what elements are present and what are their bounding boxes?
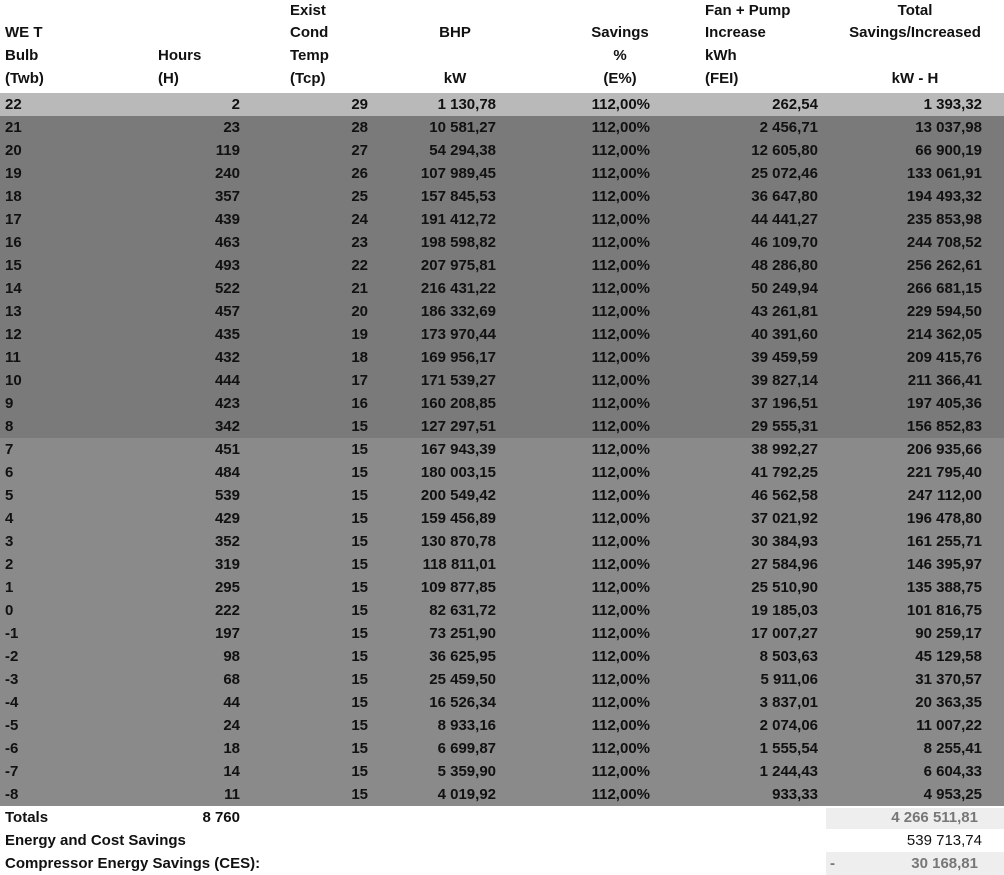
table-row xyxy=(0,116,1004,139)
cell-savings: 112,00% xyxy=(591,142,650,159)
cell-total: 1 393,32 xyxy=(923,96,982,113)
cell-temp: 15 xyxy=(351,418,368,435)
cell-total: 4 953,25 xyxy=(923,786,982,803)
cell-bhp: 4 019,92 xyxy=(437,786,496,803)
cell-temp: 21 xyxy=(351,280,368,297)
cell-temp: 15 xyxy=(351,717,368,734)
cell-hours: 463 xyxy=(214,234,240,251)
table-row xyxy=(0,415,1004,438)
cell-bhp: 198 598,82 xyxy=(420,234,496,251)
cell-hours: 68 xyxy=(223,671,240,688)
cell-temp: 15 xyxy=(351,441,368,458)
cell-savings: 112,00% xyxy=(591,395,650,412)
cell-bhp: 159 456,89 xyxy=(420,510,496,527)
cell-temp: 15 xyxy=(351,694,368,711)
cell-hours: 44 xyxy=(223,694,240,711)
cell-savings: 112,00% xyxy=(591,786,650,803)
table-row xyxy=(0,208,1004,231)
cell-hours: 457 xyxy=(214,303,240,320)
header-fei: (FEI) xyxy=(705,70,739,87)
cell-hours: 222 xyxy=(214,602,240,619)
table-row xyxy=(0,760,1004,783)
cell-temp: 19 xyxy=(351,326,368,343)
cell-total: 229 594,50 xyxy=(906,303,982,320)
cell-temp: 15 xyxy=(351,786,368,803)
header-hours: Hours xyxy=(158,47,202,64)
cell-total: 11 007,22 xyxy=(916,717,982,734)
cell-twb: -3 xyxy=(5,671,19,688)
cell-fei: 41 792,25 xyxy=(751,464,818,481)
header-cond: Cond xyxy=(290,24,329,41)
cell-bhp: 36 625,95 xyxy=(429,648,496,665)
cell-bhp: 160 208,85 xyxy=(420,395,496,412)
table-row xyxy=(0,576,1004,599)
cell-savings: 112,00% xyxy=(591,326,650,343)
header-increase: Increase xyxy=(705,24,766,41)
cell-savings: 112,00% xyxy=(591,119,650,136)
table-row xyxy=(0,277,1004,300)
header-h: (H) xyxy=(158,70,179,87)
ces-value: 30 168,81 xyxy=(911,855,978,872)
cell-hours: 24 xyxy=(223,717,240,734)
cell-twb: 5 xyxy=(5,487,14,504)
cell-savings: 112,00% xyxy=(591,372,650,389)
table-row xyxy=(0,507,1004,530)
cell-fei: 39 827,14 xyxy=(751,372,818,389)
table-row xyxy=(0,599,1004,622)
cell-hours: 423 xyxy=(214,395,240,412)
cell-total: 101 816,75 xyxy=(906,602,982,619)
totals-label: Totals xyxy=(5,809,49,826)
cell-twb: -4 xyxy=(5,694,19,711)
cell-temp: 24 xyxy=(351,211,368,228)
cell-total: 156 852,83 xyxy=(906,418,982,435)
cell-savings: 112,00% xyxy=(591,671,650,688)
cell-hours: 451 xyxy=(214,441,240,458)
cell-fei: 36 647,80 xyxy=(751,188,818,205)
cell-twb: 6 xyxy=(5,464,14,481)
cell-bhp: 207 975,81 xyxy=(420,257,496,274)
table-row xyxy=(0,93,1004,116)
header-kwh: kWh xyxy=(705,47,737,64)
cell-twb: 11 xyxy=(5,349,21,366)
table-row xyxy=(0,714,1004,737)
cell-savings: 112,00% xyxy=(591,349,650,366)
table-row xyxy=(0,438,1004,461)
cell-total: 206 935,66 xyxy=(906,441,982,458)
cell-twb: 20 xyxy=(5,142,22,159)
cell-twb: 18 xyxy=(5,188,22,205)
cell-temp: 15 xyxy=(351,671,368,688)
cell-twb: 10 xyxy=(5,372,22,389)
cell-savings: 112,00% xyxy=(591,533,650,550)
cell-bhp: 173 970,44 xyxy=(420,326,496,343)
cell-twb: 17 xyxy=(5,211,22,228)
cell-fei: 262,54 xyxy=(772,96,818,113)
cell-fei: 1 555,54 xyxy=(759,740,818,757)
header-e-percent: (E%) xyxy=(603,70,637,87)
header-wet: WE T xyxy=(5,24,43,41)
cell-temp: 23 xyxy=(351,234,368,251)
table-row xyxy=(0,231,1004,254)
cell-total: 161 255,71 xyxy=(906,533,982,550)
cell-bhp: 180 003,15 xyxy=(420,464,496,481)
cell-fei: 50 249,94 xyxy=(751,280,818,297)
cell-temp: 15 xyxy=(351,510,368,527)
cell-hours: 522 xyxy=(214,280,240,297)
header-kw-h: kW - H xyxy=(891,70,939,87)
header-exist: Exist xyxy=(290,2,326,19)
cell-savings: 112,00% xyxy=(591,625,650,642)
cell-fei: 25 510,90 xyxy=(751,579,818,596)
cell-temp: 15 xyxy=(351,763,368,780)
header-total: Total xyxy=(897,2,933,19)
table-row xyxy=(0,369,1004,392)
cell-temp: 27 xyxy=(351,142,368,159)
cell-hours: 2 xyxy=(231,96,240,113)
cell-bhp: 216 431,22 xyxy=(420,280,496,297)
table-row xyxy=(0,323,1004,346)
cell-total: 20 363,35 xyxy=(915,694,982,711)
cell-fei: 46 562,58 xyxy=(751,487,818,504)
cell-savings: 112,00% xyxy=(591,165,650,182)
cell-hours: 539 xyxy=(214,487,240,504)
cell-fei: 2 456,71 xyxy=(759,119,818,136)
cell-savings: 112,00% xyxy=(591,257,650,274)
cell-fei: 12 605,80 xyxy=(751,142,818,159)
cell-fei: 43 261,81 xyxy=(751,303,818,320)
table-row xyxy=(0,668,1004,691)
energy-cost-savings-value: 539 713,74 xyxy=(906,832,982,849)
cell-bhp: 54 294,38 xyxy=(429,142,496,159)
cell-bhp: 8 933,16 xyxy=(437,717,496,734)
table-row xyxy=(0,737,1004,760)
cell-temp: 15 xyxy=(351,740,368,757)
cell-hours: 444 xyxy=(214,372,240,389)
cell-temp: 15 xyxy=(351,487,368,504)
ces-dash: - xyxy=(830,855,835,872)
energy-cost-savings-label: Energy and Cost Savings xyxy=(5,832,186,849)
cell-fei: 37 021,92 xyxy=(751,510,818,527)
header-bhp: BHP xyxy=(439,24,471,41)
cell-temp: 15 xyxy=(351,648,368,665)
cell-hours: 98 xyxy=(223,648,240,665)
table-row xyxy=(0,346,1004,369)
table-row xyxy=(0,484,1004,507)
cell-bhp: 5 359,90 xyxy=(437,763,496,780)
cell-temp: 18 xyxy=(351,349,368,366)
cell-bhp: 109 877,85 xyxy=(420,579,496,596)
cell-total: 45 129,58 xyxy=(915,648,982,665)
cell-savings: 112,00% xyxy=(591,234,650,251)
cell-temp: 26 xyxy=(351,165,368,182)
cell-twb: 9 xyxy=(5,395,14,412)
cell-twb: -8 xyxy=(5,786,19,803)
cell-hours: 429 xyxy=(214,510,240,527)
cell-savings: 112,00% xyxy=(591,464,650,481)
cell-bhp: 167 943,39 xyxy=(420,441,496,458)
cell-twb: -7 xyxy=(5,763,19,780)
cell-temp: 17 xyxy=(351,372,368,389)
cell-fei: 37 196,51 xyxy=(751,395,818,412)
cell-twb: -5 xyxy=(5,717,19,734)
cell-hours: 240 xyxy=(214,165,240,182)
cell-hours: 493 xyxy=(214,257,240,274)
cell-fei: 5 911,06 xyxy=(760,671,818,688)
cell-savings: 112,00% xyxy=(591,648,650,665)
cell-temp: 28 xyxy=(351,119,368,136)
cell-savings: 112,00% xyxy=(591,556,650,573)
cell-savings: 112,00% xyxy=(591,441,650,458)
cell-total: 211 366,41 xyxy=(907,372,982,389)
table-row xyxy=(0,622,1004,645)
cell-twb: 8 xyxy=(5,418,14,435)
cell-bhp: 25 459,50 xyxy=(429,671,496,688)
cell-twb: -1 xyxy=(5,625,19,642)
cell-twb: 15 xyxy=(5,257,22,274)
cell-bhp: 73 251,90 xyxy=(429,625,496,642)
header-tcp: (Tcp) xyxy=(290,70,326,87)
cell-temp: 29 xyxy=(351,96,368,113)
cell-hours: 435 xyxy=(214,326,240,343)
cell-hours: 439 xyxy=(214,211,240,228)
header-savings-increased: Savings/Increased xyxy=(849,24,981,41)
cell-bhp: 130 870,78 xyxy=(420,533,496,550)
cell-temp: 16 xyxy=(351,395,368,412)
table-row xyxy=(0,300,1004,323)
cell-fei: 27 584,96 xyxy=(751,556,818,573)
cell-bhp: 200 549,42 xyxy=(420,487,496,504)
cell-total: 90 259,17 xyxy=(915,625,982,642)
cell-total: 214 362,05 xyxy=(906,326,982,343)
cell-bhp: 157 845,53 xyxy=(420,188,496,205)
cell-total: 31 370,57 xyxy=(915,671,982,688)
cell-fei: 8 503,63 xyxy=(759,648,818,665)
cell-temp: 15 xyxy=(351,579,368,596)
cell-bhp: 171 539,27 xyxy=(420,372,496,389)
cell-twb: 1 xyxy=(5,579,14,596)
header-percent: % xyxy=(613,47,627,64)
cell-hours: 11 xyxy=(224,786,240,803)
header-twb: (Twb) xyxy=(5,70,44,87)
cell-total: 209 415,76 xyxy=(906,349,982,366)
cell-bhp: 10 581,27 xyxy=(429,119,496,136)
cell-bhp: 82 631,72 xyxy=(429,602,496,619)
cell-bhp: 1 130,78 xyxy=(437,96,496,113)
cell-savings: 112,00% xyxy=(591,280,650,297)
cell-savings: 112,00% xyxy=(591,740,650,757)
cell-fei: 29 555,31 xyxy=(751,418,818,435)
cell-bhp: 6 699,87 xyxy=(437,740,496,757)
header-savings: Savings xyxy=(591,24,649,41)
cell-twb: 19 xyxy=(5,165,22,182)
cell-savings: 112,00% xyxy=(591,694,650,711)
cell-twb: 22 xyxy=(5,96,22,113)
cell-hours: 357 xyxy=(214,188,240,205)
cell-temp: 15 xyxy=(351,464,368,481)
cell-twb: 12 xyxy=(5,326,22,343)
table-row xyxy=(0,783,1004,806)
table-row xyxy=(0,530,1004,553)
header-temp: Temp xyxy=(290,47,329,64)
cell-bhp: 127 297,51 xyxy=(420,418,496,435)
ces-label: Compressor Energy Savings (CES): xyxy=(5,855,261,872)
cell-hours: 295 xyxy=(214,579,240,596)
cell-bhp: 191 412,72 xyxy=(420,211,496,228)
totals-value: 4 266 511,81 xyxy=(891,809,978,826)
cell-hours: 119 xyxy=(215,142,240,159)
cell-fei: 1 244,43 xyxy=(759,763,818,780)
cell-temp: 15 xyxy=(351,533,368,550)
cell-savings: 112,00% xyxy=(591,418,650,435)
cell-hours: 319 xyxy=(214,556,240,573)
cell-fei: 25 072,46 xyxy=(751,165,818,182)
cell-savings: 112,00% xyxy=(591,717,650,734)
cell-temp: 15 xyxy=(351,602,368,619)
cell-temp: 20 xyxy=(351,303,368,320)
table-row xyxy=(0,645,1004,668)
cell-bhp: 107 989,45 xyxy=(420,165,496,182)
cell-savings: 112,00% xyxy=(591,96,650,113)
cell-hours: 484 xyxy=(214,464,240,481)
table-row xyxy=(0,691,1004,714)
cell-total: 146 395,97 xyxy=(906,556,982,573)
cell-total: 247 112,00 xyxy=(907,487,982,504)
cell-total: 197 405,36 xyxy=(906,395,982,412)
cell-savings: 112,00% xyxy=(591,602,650,619)
cell-twb: 7 xyxy=(5,441,14,458)
cell-twb: 3 xyxy=(5,533,14,550)
cell-savings: 112,00% xyxy=(591,211,650,228)
cell-bhp: 118 811,01 xyxy=(422,556,496,573)
table-row xyxy=(0,461,1004,484)
cell-total: 235 853,98 xyxy=(906,211,982,228)
header-fan-pump: Fan + Pump xyxy=(705,2,791,19)
cell-savings: 112,00% xyxy=(591,188,650,205)
cell-twb: -2 xyxy=(5,648,19,665)
table-row xyxy=(0,139,1004,162)
cell-hours: 23 xyxy=(223,119,240,136)
cell-twb: 13 xyxy=(5,303,22,320)
table-row xyxy=(0,162,1004,185)
cell-bhp: 186 332,69 xyxy=(420,303,496,320)
cell-savings: 112,00% xyxy=(591,763,650,780)
cell-hours: 342 xyxy=(214,418,240,435)
cell-twb: 16 xyxy=(5,234,22,251)
table-row xyxy=(0,392,1004,415)
cell-twb: -6 xyxy=(5,740,19,757)
cell-fei: 3 837,01 xyxy=(759,694,818,711)
cell-total: 6 604,33 xyxy=(923,763,982,780)
cell-hours: 14 xyxy=(223,763,240,780)
cell-hours: 197 xyxy=(214,625,240,642)
cell-twb: 14 xyxy=(5,280,22,297)
cell-hours: 18 xyxy=(223,740,240,757)
cell-total: 133 061,91 xyxy=(906,165,982,182)
cell-fei: 46 109,70 xyxy=(751,234,818,251)
cell-fei: 30 384,93 xyxy=(751,533,818,550)
cell-fei: 40 391,60 xyxy=(751,326,818,343)
cell-total: 8 255,41 xyxy=(923,740,982,757)
cell-temp: 15 xyxy=(351,556,368,573)
cell-hours: 352 xyxy=(214,533,240,550)
cell-fei: 48 286,80 xyxy=(751,257,818,274)
cell-total: 266 681,15 xyxy=(906,280,982,297)
cell-savings: 112,00% xyxy=(591,303,650,320)
cell-twb: 2 xyxy=(5,556,14,573)
cell-total: 194 493,32 xyxy=(906,188,982,205)
cell-temp: 15 xyxy=(351,625,368,642)
cell-savings: 112,00% xyxy=(591,487,650,504)
cell-total: 221 795,40 xyxy=(906,464,982,481)
cell-total: 66 900,19 xyxy=(915,142,982,159)
cell-fei: 44 441,27 xyxy=(751,211,818,228)
header-bulb: Bulb xyxy=(5,47,39,64)
cell-bhp: 169 956,17 xyxy=(420,349,496,366)
cell-savings: 112,00% xyxy=(591,579,650,596)
cell-total: 13 037,98 xyxy=(915,119,982,136)
table-row xyxy=(0,553,1004,576)
table-row xyxy=(0,185,1004,208)
cell-fei: 39 459,59 xyxy=(751,349,818,366)
cell-savings: 112,00% xyxy=(591,510,650,527)
cell-fei: 38 992,27 xyxy=(751,441,818,458)
cell-temp: 25 xyxy=(351,188,368,205)
cell-bhp: 16 526,34 xyxy=(429,694,496,711)
table-row xyxy=(0,254,1004,277)
cell-twb: 0 xyxy=(5,602,14,619)
cell-fei: 17 007,27 xyxy=(751,625,818,642)
cell-temp: 22 xyxy=(351,257,368,274)
cell-total: 135 388,75 xyxy=(906,579,982,596)
cell-twb: 4 xyxy=(5,510,14,527)
cell-fei: 19 185,03 xyxy=(751,602,818,619)
header-kw: kW xyxy=(443,70,467,87)
cell-twb: 21 xyxy=(5,119,22,136)
cell-total: 244 708,52 xyxy=(906,234,982,251)
cell-hours: 432 xyxy=(214,349,240,366)
cell-fei: 2 074,06 xyxy=(759,717,818,734)
totals-hours: 8 760 xyxy=(202,809,240,826)
cell-total: 196 478,80 xyxy=(906,510,982,527)
cell-fei: 933,33 xyxy=(772,786,818,803)
cell-total: 256 262,61 xyxy=(906,257,982,274)
